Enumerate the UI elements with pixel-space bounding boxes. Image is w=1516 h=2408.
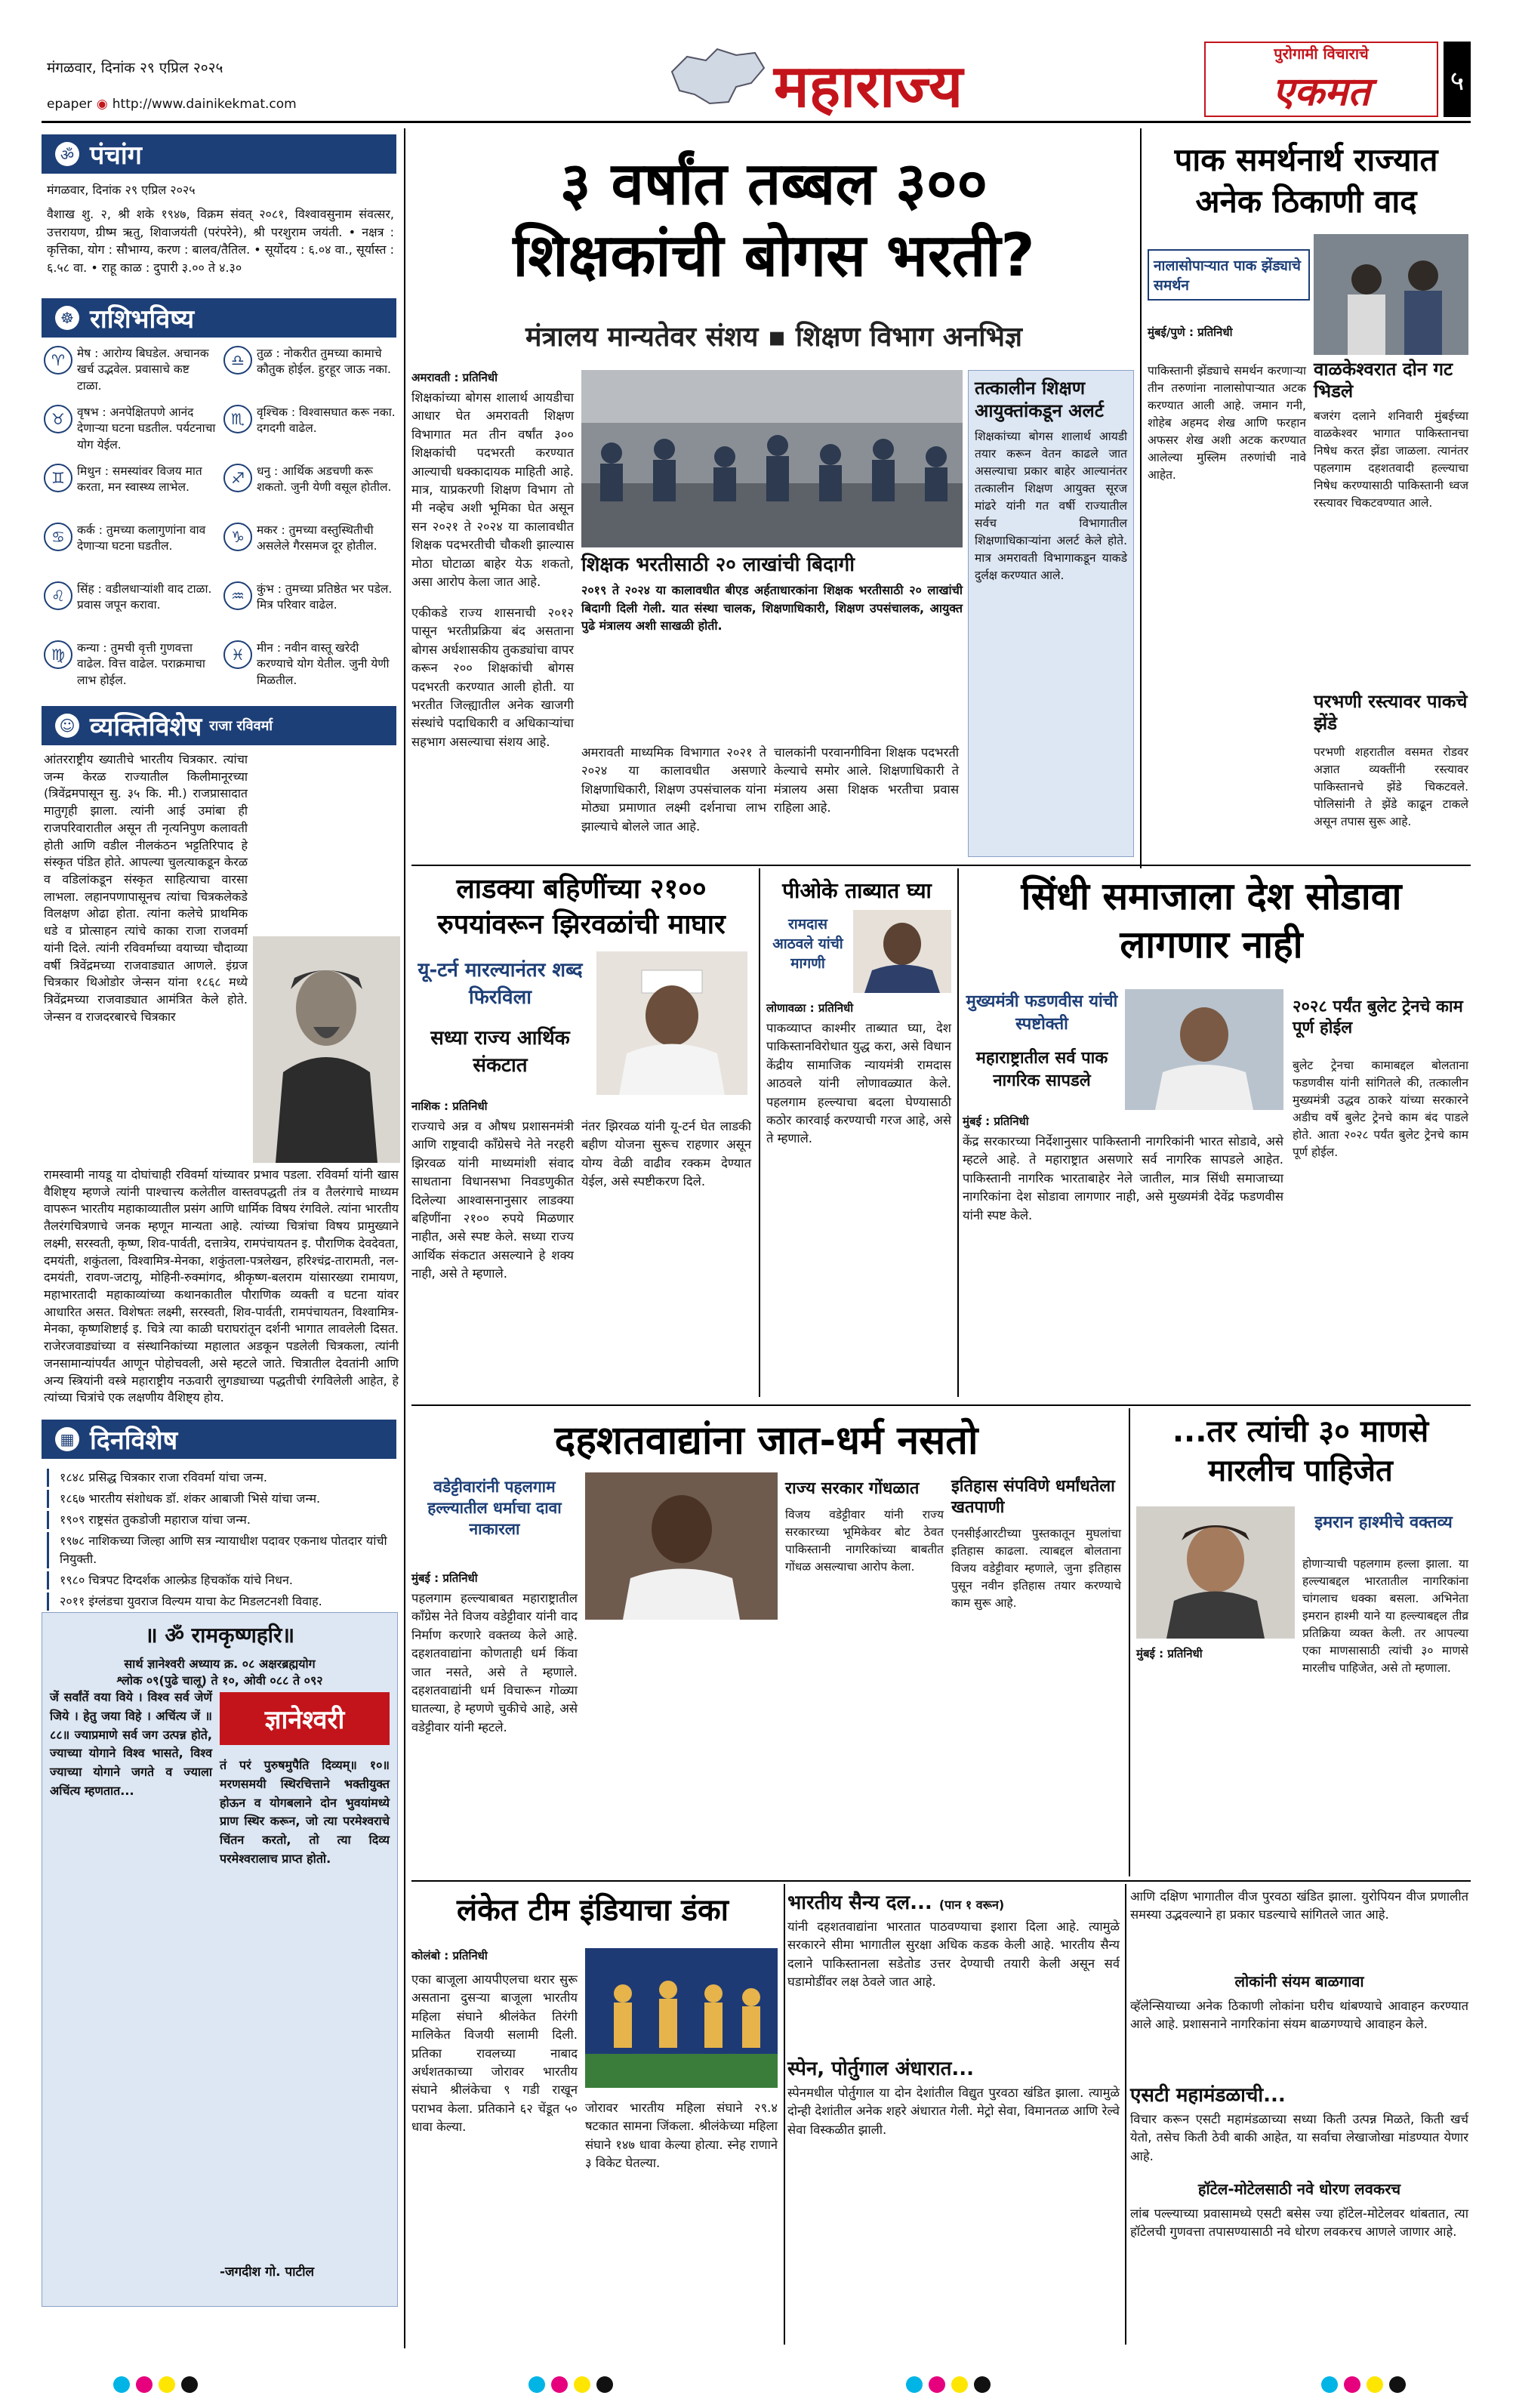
rashi-text: कन्या : तुमची वृत्ती गुणवत्ता वाढेल. वित्त वाढेल. पराक्रमाचा लाभ होईल. <box>77 641 205 687</box>
wadettiwar-photo <box>585 1472 778 1620</box>
page-number: ५ <box>1444 42 1471 117</box>
rb-sub1: लोकांनी संयम बाळगावा <box>1234 1972 1364 1990</box>
cricket-team-photo <box>585 1948 778 2088</box>
ramkrishna-subtitle2: श्लोक ०९(पुढे चालू) ते १०, ओवी ०८८ ते ०९२ <box>116 1673 323 1688</box>
box2-text: एनसीईआरटीच्या पुस्तकातून मुघलांचा इतिहास काढला. त्याबद्दल बोलताना विजय वडेट्टीवार म्हणाले, जुना इतिहास पुसून नवीन इतिहास तयार करण्याचे काम सुरू आहे. <box>951 1527 1121 1610</box>
vyakti-title: व्यक्तिविशेष <box>90 712 202 742</box>
box1-title: राज्य सरकार गोंधळात <box>785 1479 920 1498</box>
rashi-text: धनु : आर्थिक अडचणी करू शकतो. जुनी येणी वसूल होतील. <box>257 464 392 495</box>
zodiac-sign-icon: ♊ <box>44 464 72 492</box>
epaper-link[interactable] <box>47 97 297 112</box>
color-registration-marks-4 <box>1321 2376 1406 2393</box>
rashi-text: वृषभ : अनपेक्षितपणे आनंद देणाऱ्या घटना घडतील. पर्यटनाचा योग येईल. <box>77 405 216 452</box>
rb-sub2-text: विचार करून एसटी महामंडळाच्या सध्या किती उत्पन्न मिळते, किती खर्च येतो, तसेच किती ठेवी बाकी आहेत, या सर्वाचा लेखाजोखा मांडण्यात येणार आहे. <box>1130 2112 1468 2163</box>
rashi-text: मकर : तुमच्या वस्तुस्थितीची असलेले गैरसमज दूर होतील. <box>257 523 377 553</box>
panchang-date: मंगळवार, दिनांक २९ एप्रिल २०२५ <box>47 183 196 197</box>
reg-yellow-2 <box>574 2376 590 2393</box>
reg-black-3 <box>974 2376 991 2393</box>
ramkrishna-left-text: जें सर्वांतें वया विये । विश्व सर्व जेणें जिये । हेतु जया विहे । अचिंत्य जें ॥८८॥ ज्याप्रमाणे सर्व जग उत्पन्न होते, ज्याच्या योगाने विश्व भासते, विश्व ज्याच्या योगाने जगते व ज्याला अचिंत्य म्हणतात... <box>50 1690 212 1798</box>
side-text: शिक्षकांच्या बोगस शालार्थ आयडी तयार करून वेतन काढले जात असल्याचा प्रकार बाहेर आल्यानंतर तत्कालीन शिक्षण आयुक्त सूरज मांढरे यांनी गत वर्षी राज्यातील सर्वच विभागातील शिक्षणाधिकाऱ्यांना अलर्ट केले होते. मात्र अमरावती विभागाकडून याकडे दुर्लक्ष करण्यात आले. <box>975 430 1127 582</box>
sindhi-headline: सिंधी समाजाला देश सोडावा लागणार नाही <box>1021 874 1402 967</box>
ladki-kicker: यू-टर्न मारल्यानंतर शब्द फिरविला <box>418 959 583 1009</box>
zodiac-sign-icon: ♒ <box>223 581 252 610</box>
dnyaneshwari-box <box>42 1612 398 2307</box>
dinvishesh-header <box>42 1420 396 1459</box>
mid-rule-3 <box>411 1880 1471 1882</box>
rb-sub2: एसटी महामंडळाची... <box>1130 2084 1286 2107</box>
ladki-text: राज्याचे अन्न व औषध प्रशासनमंत्री आणि राष्ट्रवादी काँग्रेसचे नेते नरहरी झिरवळ यांनी माध्यमांशी संवाद साधताना विधानसभा निवडणुकीत दिलेल्या आश्वासनानुसार लाडक्या बहिणींना २१०० रुपये मिळणार नाहीत, असे स्पष्ट केले. सध्या राज्य आर्थिक संकटात असल्याने हे शक्य नाही, असे ते म्हणाले. <box>411 1119 574 1281</box>
color-registration-marks-3 <box>906 2376 991 2393</box>
reg-cyan-4 <box>1321 2376 1338 2393</box>
brand-logo: एकमत <box>1272 69 1370 115</box>
box1-text: विजय वडेट्टीवार यांनी राज्य सरकारच्या भूमिकेवर बोट ठेवत पाकिस्तानी नागरिकांच्या बाबतीत गोंधळ असल्याचा आरोप केला. <box>785 1508 944 1574</box>
army-text: यांनी दहशतवाद्यांना भारतात पाठवण्याचा इशारा दिला आहे. त्यामुळे सरकारने सीमा भागातील सुरक्षा अधिक कडक केली आहे. भारतीय सैन्य दलाने पाकिस्तानला सडेतोड उत्तर देण्याची तयारी केली असून सर्व घडामोडींवर लक्ष ठेवले जात आहे. <box>787 1919 1120 1990</box>
date-line: मंगळवार, दिनांक २९ एप्रिल २०२५ <box>47 60 223 76</box>
rashi-item <box>223 581 397 614</box>
spain-text: स्पेनमधील पोर्तुगाल या दोन देशांतील विद्युत पुरवठा खंडित झाला. त्यामुळे दोन्ही देशांतील अनेक शहरे अंधारात गेली. मेट्रो सेवा, विमानतळ आणि रेल्वे सेवा विस्कळीत झाली. <box>787 2086 1120 2137</box>
terror-headline: दहशतवाद्यांना जात-धर्म नसतो <box>554 1418 978 1463</box>
color-registration-marks <box>113 2376 198 2393</box>
rashi-item <box>223 640 397 689</box>
sindhi-dateline: मुंबई : प्रतिनिधी <box>963 1115 1029 1128</box>
wadettiwar-portrait-icon <box>585 1472 778 1620</box>
epaper-label: epaper <box>47 97 92 112</box>
zodiac-sign-icon: ♌ <box>44 581 72 610</box>
pak-dateline: मुंबई/पुणे : प्रतिनिधी <box>1148 325 1233 339</box>
vyakti-header <box>42 706 396 745</box>
portrait-drawing-icon <box>253 936 400 1163</box>
reg-yellow-3 <box>951 2376 968 2393</box>
masthead-rule <box>42 121 1471 123</box>
protest-crowd-icon <box>581 370 963 547</box>
brand-box <box>1204 42 1438 117</box>
rb-sub3: हॉटेल-मोटेलसाठी नवे धोरण लवकरच <box>1197 2180 1401 2198</box>
imran-portrait-icon <box>1136 1506 1295 1639</box>
bullet-train-title: २०२८ पर्यंत बुलेट ट्रेनचे काम पूर्ण होईल <box>1293 997 1463 1038</box>
terror-dateline: मुंबई : प्रतिनिधी <box>411 1571 478 1585</box>
ladki-kicker2: सध्या राज्य आर्थिक संकटात <box>430 1027 570 1077</box>
zodiac-wheel-icon: ☸ <box>55 306 79 330</box>
side-title: तत्कालीन शिक्षण आयुक्तांकडून अलर्ट <box>975 378 1104 421</box>
reg-yellow <box>159 2376 175 2393</box>
dinvishesh-item: १९७८ नाशिकच्या जिल्हा आणि सत्र न्यायाधीश पदावर एकनाथ पोतदार यांची नियुक्ती. <box>47 1532 394 1568</box>
vyakti-text-top: आंतरराष्ट्रीय ख्यातीचे भारतीय चित्रकार. त्यांचा जन्म केरळ राज्यातील किलीमानूरच्या (त्रिवेंद्रमपासून सु. ३५ कि. मी.) राजप्रासादात मातुगृही झाला. त्यांनी आई उमांबा ही राजपरिवारातील असून ती नृत्यनिपुण कलावती होती आणि वडील नीलकंठन भट्टतिरिपाद हे संस्कृत पंडित होते. आपल्या चुलत्याकडून केरळ व वडिलांकडून संस्कृत साहित्याचा वारसा लाभला. लहानपणापासूनच त्यांचा चित्रकलेकडे विलक्षण ओढा होता. त्यांना कलेचे प्राथमिक धडे व प्रोत्साहन त्यांचे काका राजा राजवर्मा यांनी दिले. त्यांनी रविवर्माच्या वयाच्या चौदाव्या वर्षी त्रिवेंद्रमच्या राजवाड्यात आणले. इंग्रज चित्रकार थिओडोर जेन्सन यांना १८६८ मध्ये त्रिवेंद्रमच्या राजवाड्यात आमंत्रित केले होते. जेन्सन व राजदरबारचे चित्रकार <box>44 752 248 1024</box>
teachers-protest-photo <box>581 370 963 547</box>
main-headline-1: ३ वर्षांत तब्बल ३०० <box>559 150 988 218</box>
left-column-divider <box>404 128 405 2348</box>
spain-sub: स्पेन, पोर्तुगाल अंधारात... <box>787 2058 975 2080</box>
imran-kicker: इमरान हाश्मीचे वक्तव्य <box>1314 1513 1453 1532</box>
zodiac-sign-icon: ♉ <box>44 405 72 433</box>
sindhi-kicker: मुख्यमंत्री फडणवीस यांची स्पष्टोक्ती <box>966 992 1118 1034</box>
fadnavis-photo <box>1125 989 1283 1110</box>
bullet-train-text: बुलेट ट्रेनचा कामाबद्दल बोलताना फडणवीस यांनी सांगितले की, तत्कालीन मुख्यमंत्री उद्धव ठाकरे यांच्या सरकारने अडीच वर्षे बुलेट ट्रेनचे काम बंद पाडले होते. आता २०२८ पर्यंत बुलेट ट्रेनचे काम पूर्ण होईल. <box>1293 1059 1468 1159</box>
rashi-text: वृश्चिक : विश्वासघात करू नका. दगदगी वाढेल. <box>257 405 396 436</box>
army-headline <box>787 1888 1120 1915</box>
mid-rule-1 <box>411 865 1471 866</box>
dinvishesh-title: दिनविशेष <box>90 1426 178 1456</box>
ramkrishna-author: -जगदीश गो. पाटील <box>220 2265 315 2280</box>
arrest-scene-icon <box>1314 234 1468 355</box>
parbhani-sub: परभणी रस्त्यावर पाकचे झेंडे <box>1314 691 1468 734</box>
main-dateline: अमरावती : प्रतिनिधी <box>411 371 498 384</box>
dinvishesh-list <box>47 1469 394 1614</box>
reg-black-4 <box>1389 2376 1406 2393</box>
dinvishesh-item: १८६७ भारतीय संशोधक डॉ. शंकर आबाजी भिसे यांचा जन्म. <box>47 1490 394 1508</box>
reg-black <box>181 2376 198 2393</box>
rashi-item <box>44 523 217 555</box>
pak-divider <box>1140 128 1142 868</box>
reg-magenta-2 <box>551 2376 568 2393</box>
raja-ravi-varma-portrait <box>253 936 400 1163</box>
ladki-text2: नंतर झिरवळ यांनी यू-टर्न घेत लाडकी बहीण योजना सुरूच राहणार असून योग्य वेळी वाढीव रक्कम देण्यात येईल, असे स्पष्टीकरण दिले. <box>581 1119 751 1189</box>
dinvishesh-item: १९८० चित्रपट दिग्दर्शक आल्फ्रेड हिचकॉक यांचे निधन. <box>47 1571 394 1589</box>
politician-portrait-icon <box>596 951 747 1095</box>
pak-arrest-photo <box>1314 234 1468 355</box>
rb-sub3-text: लांब पल्ल्याच्या प्रवासामध्ये एसटी बसेस ज्या हॉटेल-मोटेलवर थांबतात, त्या हॉटेलची गुणवत्ता तपासण्यासाठी नवे धोरण लवकरच आणले जाणार आहे. <box>1130 2206 1468 2240</box>
main-subhead: मंत्रालय मान्यतेवर संशय ▪ शिक्षण विभाग अनभिज्ञ <box>525 322 1022 353</box>
rashi-item <box>44 346 217 394</box>
sindhi-kicker2: महाराष्ट्रातील सर्व पाक नागरिक सापडले <box>975 1049 1108 1090</box>
imran-text: होणाऱ्याची पहलगाम हल्ला झाला. या हल्ल्याबद्दल भारतातील नागरिकांना चांगलाच धक्का बसला. अभिनेता इमरान हाश्मी याने या हल्ल्याबद्दल तीव्र प्रतिक्रिया व्यक्त केली. तर आपल्या एका माणसासाठी त्यांची ३० माणसे मारलीच पाहिजेत, असे तो म्हणाला. <box>1302 1557 1468 1675</box>
rashi-header <box>42 298 396 338</box>
cricket-celebration-icon <box>585 1948 778 2088</box>
pak-text: पाकिस्तानी झेंड्याचे समर्थन करणाऱ्या तीन तरुणांना नालासोपाऱ्यात अटक करण्यात आली आहे. जमान गनी, शोहेब अहमद शेख आणि फरहान अफसर शेख अशी अटक करण्यात आलेल्या मुस्लिम तरुणांची नावे आहेत. <box>1148 364 1306 482</box>
army-cont: (पान १ वरून) <box>938 1898 1005 1912</box>
reg-cyan <box>113 2376 130 2393</box>
zodiac-sign-icon: ♏ <box>223 405 252 433</box>
rb-sub1-text: व्हॅलेन्सियाच्या अनेक ठिकाणी लोकांना घरीच थांबण्याचे आवाहन करण्यात आले आहे. प्रशासनाने नागरिकांना संयम बाळगण्याचे आवाहन केले. <box>1130 1999 1468 2032</box>
army-title: भारतीय सैन्य दल... <box>787 1892 932 1914</box>
pok-divider <box>759 868 760 1397</box>
mid-rule-2 <box>411 1404 1471 1406</box>
lanka-headline: लंकेत टीम इंडियाचा डंका <box>456 1893 729 1928</box>
ramkrishna-right-text: तं परं पुरुषमुपैति दिव्यम्॥ १०॥ मरणसमयी स्थिरचित्ताने भक्तीयुक्त होऊन व योगबलाने दोन भुवयांमध्ये प्राण स्थिर करून, जो त्या परमेश्वराचे चिंतन करतो, तो त्या दिव्य परमेश्वरालाच प्राप्त होतो. <box>220 1758 390 1866</box>
pok-headline: पीओके ताब्यात घ्या <box>782 878 932 903</box>
walkeshwar-text: बजरंग दलाने शनिवारी मुंबईच्या वाळकेश्वर भागात पाकिस्तानचा निषेध करत झेंडा जाळला. त्यानंतर पहलगाम दहशतवादी हल्ल्याचा निषेध करण्यासाठी पाकिस्तानी ध्वज रस्त्यावर चिकटवण्यात आले. <box>1314 409 1468 510</box>
reg-magenta <box>136 2376 153 2393</box>
main-col4: चालकांनी परवानगीविना शिक्षक पदभरती केल्याचे समोर आले. शिक्षणाधिकारी ते मंत्रालय असा शिक्षक भरतीचा प्रवास राहिला आहे. <box>774 745 959 816</box>
athawale-portrait-icon <box>853 910 951 993</box>
om-icon: ॐ <box>55 142 79 166</box>
imran-photo <box>1136 1506 1295 1639</box>
imran-headline: ...तर त्यांची ३० माणसे मारलीच पाहिजेत <box>1172 1414 1429 1488</box>
zodiac-sign-icon: ♋ <box>44 523 72 551</box>
reg-magenta-3 <box>929 2376 945 2393</box>
parbhani-text: परभणी शहरातील वसमत रोडवर अज्ञात व्यक्तींनी रस्त्यावर पाकिस्तानचे झेंडे चिकटवले. पोलिसांनी ते झेंडे काढून टाकले असून तपास सुरू आहे. <box>1314 745 1468 828</box>
rashi-text: कर्क : तुमच्या कलागुणांना वाव देणाऱ्या घटना घडतील. <box>77 523 206 553</box>
vyakti-text-bottom: रामस्वामी नायडू या दोघांचाही रविवर्मा यांच्यावर प्रभाव पडला. रविवर्मा यांनी खास वैशिष्ट्य म्हणजे त्यांनी पाश्चात्त्य कलेतील वास्तवपद्धती तंत्र व तैलरंगाचे माध्यम वापरून भारतीय महाकाव्यातील प्रसंग आणि धार्मिक विषय रंगविले. त्यांना भारतीय तैलरंगचित्रणाचे जनक म्हणून मान्यता आहे. त्यांच्या चित्रांचा विषय प्रामुख्याने लक्ष्मी, सरस्वती, कृष्ण, शिव-पार्वती, दत्तात्रेय, रामपंचायतन इ. पौराणिक देवदेवता, दमयंती, शकुंतला, विश्वामित्र-मेनका, शकुंतला-पत्रलेखन, हरिश्चंद्र-तारामती, नल-दमयंती, रावण-जटायू, मोहिनी-रुक्मांगद, श्रीकृष्ण-बलराम यांसारख्या रामायण, महाभारतादी महाकाव्यांच्या कथानकातील पौराणिक व्यक्ती व घटना यांवर आधारित असत. विशेषतः लक्ष्मी, सरस्वती, शिव-पार्वती, रामपंचायतन, विश्वामित्र-मेनका, कृष्णशिष्टाई इ. चित्रे त्या काळी घराघरांतून दर्शनी भागात लावलेली दिसत. राजेरजवाड्यांच्या व संस्थानिकांच्या महालात अडकून पडलेली चित्रकला, त्यांनी जनसामान्यांपर्यंत आणून पोहोचवली, असे म्हटले जाते. चित्रातील देवतांनी आणि अन्य स्त्रियांनी वस्त्रे महाराष्ट्रीय नऊवारी लुगड्याच्या पद्धतीची रंगविलेली आहेत, हे त्यांच्या चित्रांचे एक लक्षणीय वैशिष्ट्य होय. <box>44 1167 399 1405</box>
main-col2: एकीकडे राज्य शासनाची २०१२ पासून भरतीप्रक्रिया बंद असताना बोगस अर्धशासकीय तुकड्यांचा वापर करून २०० शिक्षकांची बोगस पदभरती करण्यात आली होती. या भरतीत जिल्ह्यातील अनेक खाजगी संस्थांचे पदाधिकारी व अधिकाऱ्यांचा सहभाग असल्याचा संशय आहे. <box>411 606 574 749</box>
photo-caption-title: शिक्षक भरतीसाठी २० लाखांची बिदागी <box>581 553 855 576</box>
lanka-dateline: कोलंबो : प्रतिनिधी <box>411 1949 488 1962</box>
rashi-item <box>223 523 397 555</box>
panchang-title: पंचांग <box>90 140 142 171</box>
zodiac-sign-icon: ♎ <box>223 346 252 375</box>
photo-caption: २०१९ ते २०२४ या कालावधीत बीएड अर्हताधारकांना शिक्षक भरतीसाठी २० लाखांची बिदागी दिली गेली. यात संस्था चालक, शिक्षणाधिकारी, शिक्षण उपसंचालक, आयुक्त पुढे मंत्रालय अशी साखळी होती. <box>581 583 963 634</box>
rashi-item <box>223 346 397 378</box>
site-url: http://www.dainikekmat.com <box>112 97 297 112</box>
panchang-text: वैशाख शु. २, श्री शके १९४७, विक्रम संवत् २०८१, विश्वावसुनाम संवत्सर, उत्तरायण, ग्रीष्म ऋतु, शिवाजयंती (परंपरेने), श्री परशुराम जयंती. • नक्षत्र : कृत्तिका, योग : सौभाग्य, करण : बालव/तैतिल. • सूर्योदय : ६.०४ वा., सूर्यास्त : ६.५८ वा. • राहू काळ : दुपारी ३.०० ते ४.३० <box>47 207 394 276</box>
zodiac-sign-icon: ♍ <box>44 640 72 669</box>
lanka-text: एका बाजूला आयपीएलचा थरार सुरू असताना दुसऱ्या बाजूला भारतीय महिला संघाने श्रीलंकेत तिरंगी मालिकेत विजयी सलामी दिली. प्रतिका रावलच्या नाबाद अर्धशतकाच्या जोरावर भारतीय संघाने श्रीलंकेचा ९ गडी राखून पराभव केला. प्रतिकाने ६२ चेंडूत ५० धावा केल्या. <box>411 1972 578 2135</box>
rashi-item <box>44 464 217 496</box>
fadnavis-portrait-icon <box>1125 989 1283 1110</box>
athawale-photo <box>853 910 951 993</box>
color-registration-marks-2 <box>528 2376 613 2393</box>
sindhi-text: केंद्र सरकारच्या निर्देशानुसार पाकिस्तानी नागरिकांनी भारत सोडावे, असे म्हटले आहे. ते महाराष्ट्रात असणारे सर्व नागरिक सापडले आहेत. पाकिस्तानी नागरिक भारताबाहेर नेले जातील, मात्र सिंधी समाजाच्या नागरिकांना देश सोडावा लागणार नाही, असे मुख्यमंत्री देवेंद्र फडणवीस यांनी स्पष्ट केले. <box>963 1134 1283 1222</box>
rashi-text: तुळ : नोकरीत तुमच्या कामाचे कौतुक होईल. हुरहूर जाऊ नका. <box>257 347 391 377</box>
rashi-item <box>223 405 397 437</box>
zodiac-sign-icon: ♓ <box>223 640 252 669</box>
rashi-item <box>44 581 217 614</box>
pak-kicker: नालासोपाऱ्यात पाक झेंड्याचे समर्थन <box>1148 249 1310 301</box>
pok-dateline: लोणावळा : प्रतिनिधी <box>766 1001 854 1015</box>
rashi-text: सिंह : वडीलधाऱ्यांशी वाद टाळा. प्रवास जपून करावा. <box>77 582 212 612</box>
main-col3: अमरावती माध्यमिक विभागात २०२१ ते २०२४ या कालावधीत असणारे शिक्षणाधिकारी, शिक्षण उपसंचालक यांना मोठ्या प्रमाणात लक्ष्मी दर्शनाचा लाभ झाल्याचे बोलले जात आहे. <box>581 745 766 834</box>
rb-text: आणि दक्षिण भागातील वीज पुरवठा खंडित झाला. युरोपियन वीज प्रणालीत समस्या उद्भवल्याने हा प्रकार घडल्याचे सांगितले जात आहे. <box>1130 1889 1468 1922</box>
person-icon: ☺ <box>55 714 79 738</box>
dinvishesh-item: १९०९ राष्ट्रसंत तुकडोजी महाराज यांचा जन्म. <box>47 1511 394 1529</box>
section-title: महाराज्य <box>774 53 963 121</box>
rashi-item <box>223 464 397 496</box>
reg-black-2 <box>596 2376 613 2393</box>
tagline: पुरोगामी विचाराचे <box>1274 45 1369 63</box>
calendar-icon: ▦ <box>55 1427 79 1451</box>
dinvishesh-item: २०११ इंग्लंडचा युवराज विल्यम याचा केट मिडलटनशी विवाह. <box>47 1592 394 1611</box>
zodiac-sign-icon: ♈ <box>44 346 72 375</box>
lanka-text2: जोरावर भारतीय महिला संघाने २९.४ षटकात सामना जिंकला. श्रीलंकेच्या महिला संघाने १४७ धावा केल्या होत्या. स्नेह राणाने ३ विकेट घेतल्या. <box>585 2101 778 2171</box>
maharashtra-map-icon <box>664 42 770 109</box>
reg-yellow-4 <box>1367 2376 1383 2393</box>
rashi-text: मेष : आरोग्य बिघडेल. अचानक खर्च उद्भवेल. प्रवासाचे कष्ट टाळा. <box>77 347 209 393</box>
rashi-item <box>44 640 217 689</box>
imran-divider <box>1129 1408 1130 1876</box>
masthead <box>0 0 1516 121</box>
rashi-item <box>44 405 217 453</box>
rashi-text: कुंभ : तुमच्या प्रतिष्ठेत भर पडेल. मित्र परिवार वाढेल. <box>257 582 393 612</box>
ramkrishna-subtitle: सार्थ ज्ञानेश्वरी अध्याय क्र. ०८ अक्षरब्रह्मयोग <box>124 1657 316 1671</box>
ramkrishna-title: ॥ ॐ रामकृष्णहरि॥ <box>144 1623 295 1648</box>
box2-title: इतिहास संपविणे धर्मांधतेला खतपाणी <box>951 1477 1115 1517</box>
commissioner-alert-box <box>968 370 1134 857</box>
rashi-text: मिथुन : समस्यांवर विजय मात करता, मन स्वास्थ्य लाभेल. <box>77 464 202 495</box>
globe-icon: ◉ <box>96 97 108 112</box>
pok-text: पाकव्याप्त काश्मीर ताब्यात घ्या, देश पाकिस्तानविरोधात युद्ध करा, असे विधान केंद्रीय सामाजिक न्यायमंत्री रामदास आठवले यांनी लोणावळ्यात केले. पहलगाम हल्ल्याचा बदला घेण्यासाठी कठोर कारवाई करण्याची गरज आहे, असे ते म्हणाले. <box>766 1021 951 1146</box>
pok-kicker: रामदास आठवले यांची मागणी <box>772 916 843 972</box>
rashi-title: राशिभविष्य <box>90 304 195 335</box>
zirwal-photo <box>596 951 747 1095</box>
main-col1: शिक्षकांच्या बोगस शालार्थ आयडीचा आधार घेत अमरावती शिक्षण विभागात मत तीन वर्षांत ३०० शिक्षकांची पदभरती करण्यात आल्याची धक्कादायक माहिती आहे. मात्र, याप्रकरणी शिक्षण विभाग तो मी नव्हेच अशी भूमिका घेत असून सन २०२१ ते २०२४ या कालावधीत शिक्षक पदभरतीची चौकशी झाल्यास मोठा घोटाळा बाहेर येऊ शकतो, असा आरोप केला जात आहे. <box>411 390 574 590</box>
panchang-header <box>42 134 396 174</box>
walkeshwar-sub: वाळकेश्वरात दोन गट भिडले <box>1314 359 1453 402</box>
dnyaneshwari-brand: ज्ञानेश्वरी <box>220 1692 390 1745</box>
zodiac-sign-icon: ♑ <box>223 523 252 551</box>
main-headline-2: शिक्षकांची बोगस भरती? <box>513 222 1035 290</box>
dinvishesh-item: १८४८ प्रसिद्ध चित्रकार राजा रविवर्मा यांचा जन्म. <box>47 1469 394 1487</box>
pak-headline: पाक समर्थनार्थ राज्यात अनेक ठिकाणी वाद <box>1174 141 1438 220</box>
reg-cyan-2 <box>528 2376 545 2393</box>
ladki-dateline: नाशिक : प्रतिनिधी <box>411 1099 488 1113</box>
army-divider <box>784 1884 785 2345</box>
reg-magenta-4 <box>1344 2376 1360 2393</box>
terror-kicker: वडेट्टीवारांनी पहलगाम हल्ल्यातील धर्माचा दावा नाकारला <box>427 1478 562 1538</box>
zodiac-sign-icon: ♐ <box>223 464 252 492</box>
right-bottom-divider <box>1125 1884 1126 2345</box>
reg-cyan-3 <box>906 2376 923 2393</box>
rashi-text: मीन : नवीन वास्तू खरेदी करण्याचे योग येतील. जुनी येणी मिळतील. <box>257 641 390 687</box>
imran-dateline: मुंबई : प्रतिनिधी <box>1136 1647 1203 1660</box>
vyakti-name: राजा रविवर्मा <box>209 718 273 734</box>
ladki-headline: लाडक्या बहिणींच्या २१०० रुपयांवरून झिरवळांची माघार <box>437 874 726 940</box>
sindhi-divider <box>957 868 959 1397</box>
terror-text: पहलगाम हल्ल्याबाबत महाराष्ट्रातील काँग्रेस नेते विजय वडेट्टीवार यांनी वाद निर्माण करणारे वक्तव्य केले आहे. दहशतवाद्यांना कोणताही धर्म किंवा जात नसते, असे ते म्हणाले. दहशतवाद्यांनी धर्म विचारून गोळ्या घातल्या, हे म्हणणे चुकीचे आहे, असे वडेट्टीवार यांनी म्हटले. <box>411 1591 578 1734</box>
